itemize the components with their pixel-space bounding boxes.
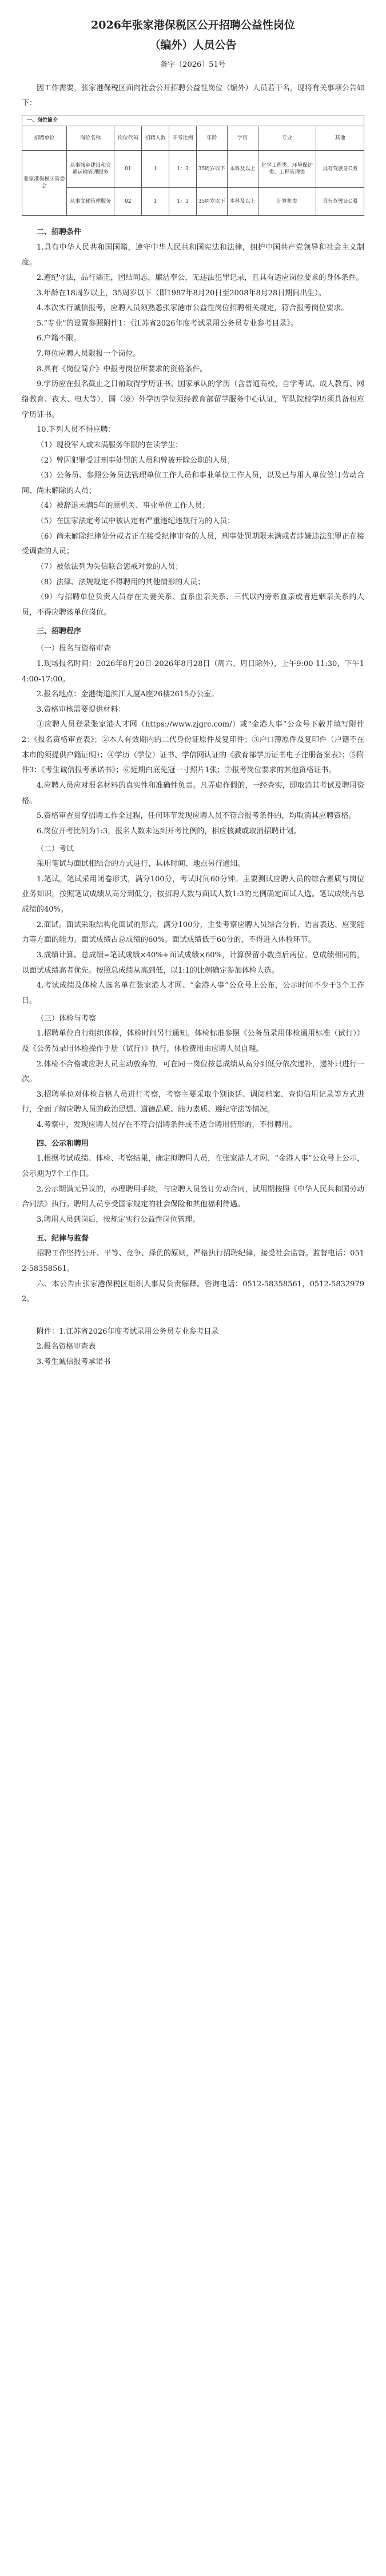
body-paragraph: 3.资格审核需要提供材料： [37,705,126,714]
section-heading: （一）报名与资格审查 [37,644,112,653]
table-cell-unit: 张家港保税区管委会 [22,150,67,215]
table-cell: 35周岁以下 [196,150,227,187]
body-paragraph: 4.本次实行诚信报考，应聘人员须熟悉张家港市公益性岗位招聘相关规定，符合报考岗位要求。 [37,304,349,313]
body-paragraph: （5）在国家法定考试中被认定有严重违纪违规行为的人员； [37,517,235,526]
body-paragraph: 10.下列人员不得应聘： [37,426,116,435]
table-cell: 35周岁以下 [196,187,227,215]
section-heading: （二）考试 [37,844,74,853]
table-cell: 具有驾驶证C照 [316,187,364,215]
body-paragraph: 3.聘用人员到岗后，按规定实行公益性岗位管理。 [37,1215,200,1224]
attachment-item: 3.考生诚信报考承诺书 [37,1358,111,1367]
table-cell: 1：3 [169,150,197,187]
announcement-title-line2: （编外）人员公告 [149,39,237,52]
body-paragraph: ①应聘人员登录张家港人才网（https://www.zjgrc.com/）或“金港人事”公众号下载并填写附件2：《报名资格审查表》；②本人有效期内的二代身份证原件及复印件；③户口簿原件及复印件（户籍不在本市的须提供户籍证明）；④学历（学位）证书、学信网认证的《教育部学历证书电子注册备案表》；⑤附件3：《考生诚信报考承诺书》；⑥近期白底免冠一寸照片1张；⑦报考岗位要求的其他资格证书。 [22,720,364,775]
body-paragraph: 六、本公告由张家港保税区组织人事局负责解释。咨询电话：0512-58358561，0512-58329792。 [22,1279,364,1304]
table-header: 岗位代码 [114,126,142,150]
section-heading: 二、招聘条件 [37,227,82,236]
body-paragraph: 2.面试。面试采取结构化面试的形式，满分100分，主要考察应聘人员综合分析、语言表达、应变能力等方面的能力。面试成绩占总成绩的60%。面试成绩低于60分的，不得进入体检环节。 [22,920,364,945]
table-cell: 本科及以上 [227,187,258,215]
section-heading: 三、招聘程序 [37,627,82,636]
table-cell: 从事文秘管理服务 [66,187,114,215]
body-paragraph: 3.成绩计算。总成绩=笔试成绩×40%+面试成绩×60%，计算保留小数点后两位。总成绩相同的，以面试成绩高者优先。按照总成绩从高到低，以1:1的比例确定参加体检人选。 [22,951,364,975]
body-paragraph: （3）公务员、参照公务员法管理单位工作人员和事业单位工作人员，以及已与用人单位签订劳动合同、尚未解除的人员； [22,471,364,495]
body-paragraph: 9.学历应在报名截止之日前取得学历证书。国家承认的学历（含普通高校、自学考试、成人教育、网络教育、夜大、电大等），国（境）外学历学位须经教育部留学服务中心认证，军队院校学历须具备相应学历证书。 [22,380,364,419]
table-cell: 1：3 [169,187,197,215]
table-cell: 1 [142,187,169,215]
announcement-body [22,225,364,1307]
table-cell: 02 [114,187,142,215]
body-paragraph: 1.招聘单位自行组织体检，体检时间另行通知。体检标准参照《公务员录用体检通用标准（试行）》及《公务员录用体检操作手册（试行）》执行，体检费用由应聘人员自理。 [22,1029,364,1053]
body-paragraph: 4.考察中，发现应聘人员存在不符合招聘条件或不适合聘用情形的，不得聘用。 [37,1121,297,1130]
body-paragraph: 2.报名地点：金港街道滨江大厦A座26楼2615办公室。 [37,690,219,699]
body-paragraph: （2）曾因犯罪受过刑事处罚的人员和曾被开除公职的人员； [37,456,235,465]
attachment-item: 2.报名资格审查表 [37,1342,96,1351]
intro-paragraph: 因工作需要，张家港保税区面向社会公开招聘公益性岗位（编外）人员若干名，现将有关事项公告如下： [22,83,364,108]
table-header: 其他 [316,126,364,150]
attachment-item: 附件：1.江苏省2026年度考试录用公务员专业参考目录 [37,1327,219,1336]
attachment-list [22,1325,364,1370]
body-paragraph: 采用笔试与面试相结合的方式进行，具体时间、地点另行通知。 [37,860,245,869]
table-cell: 化学工程类、环境保护类、工程管理类 [258,150,316,187]
table-cell: 具有驾驶证C照 [316,150,364,187]
table-cell: 计算机类 [258,187,316,215]
body-paragraph: 6.户籍不限。 [37,334,81,343]
table-header: 专业 [258,126,316,150]
table-row [22,187,364,215]
body-paragraph: 3.招聘单位对体检合格人员进行考察，考察主要采取个别谈话、调阅档案、查询信用记录等方式进行，全面了解应聘人员的政治思想、道德品质、能力素质、遵纪守法等情况。 [22,1090,364,1114]
table-header: 学历 [227,126,258,150]
body-paragraph: 3.年龄在18周岁以上，35周岁以下（即1987年8月20日至2008年8月28日期间出生）。 [37,288,326,298]
body-paragraph: 招聘工作坚持公开、平等、竞争、择优的原则，严格执行招聘纪律，接受社会监督。监督电话：0512-58358561。 [22,1249,364,1273]
table-section-title: 一、岗位简介 [22,115,364,126]
body-paragraph: （6）尚未解除纪律处分或者正在接受纪律审查的人员，刑事处罚期限未满或者涉嫌违法犯罪正在接受调查的人员； [22,532,364,556]
body-paragraph: 2.遵纪守法，品行端正，团结同志，廉洁奉公，无违法犯罪记录，且具有适应岗位要求的身体条件。 [37,273,364,282]
job-table [22,115,364,216]
body-paragraph: 1.现场报名时间：2026年8月20日-2026年8月28日（周六、周日除外），上午9:00-11:30，下午14:00-17:00。 [22,659,364,684]
body-paragraph: 1.笔试。笔试采用闭卷形式，满分100分，考试时间60分钟。主要测试应聘人员的综合素质与岗位业务知识，按照笔试成绩从高分到低分，按招聘人数与面试人数1:3的比例确定面试人选。笔试成绩占总成绩的40%。 [22,874,364,914]
body-paragraph: 4.应聘人员应对报名材料的真实性和准确性负责。凡弄虚作假的，一经查实，即取消其考试及聘用资格。 [22,781,364,805]
body-paragraph: （9）与招聘单位负责人员存在夫妻关系、直系血亲关系、三代以内旁系血亲或者近姻亲关系的人员，不得应聘该单位岗位。 [22,593,364,617]
table-header: 年龄 [196,126,227,150]
document-number: 备字〔2026〕51号 [160,60,226,69]
body-paragraph: 8.具有《岗位简介》中报考岗位所要求的资格条件。 [37,364,208,374]
table-header: 开考比例 [169,126,197,150]
section-heading: 四、公示和聘用 [37,1139,89,1148]
table-header: 招聘单位 [22,126,67,150]
body-paragraph: 7.每位应聘人员限报一个岗位。 [37,350,141,359]
table-cell: 01 [114,150,142,187]
table-cell: 1 [142,150,169,187]
body-paragraph: （7）被依法列为失信联合惩戒对象的人员； [37,563,183,572]
body-paragraph: 2.公示期满无异议的，办理聘用手续，与应聘人员签订劳动合同，试用期按照《中华人民共和国劳动合同法》执行。聘用人员享受国家规定的社会保险和其他福利待遇。 [22,1185,364,1209]
table-cell: 从事城乡建设和交通运输管理服务 [66,150,114,187]
body-paragraph: （1）现役军人或未满服务年限的在读学生； [37,440,183,450]
body-paragraph: （8）法律、法规规定不得聘用的其他情形的人员； [37,577,205,587]
body-paragraph: 5.资格审查贯穿招聘工作全过程，任何环节发现应聘人员不符合报考条件的，均取消其应聘资格。 [37,812,356,821]
table-header: 招聘人数 [142,126,169,150]
table-header: 岗位名称 [66,126,114,150]
body-paragraph: 5.“专业”的设置参照附件1：《江苏省2026年度考试录用公务员专业参考目录》。 [37,319,299,328]
table-row [22,150,364,187]
body-paragraph: 2.体检不合格或应聘人员主动放弃的，可在同一岗位按总成绩从高分到低分依次递补，递补只进行一次。 [22,1060,364,1084]
announcement-title-line1: 2026年张家港保税区公开招聘公益性岗位 [91,19,295,31]
body-paragraph: 1.根据考试成绩、体检、考察结果，确定拟聘用人员，在张家港人才网、“金港人事”公众号上公示，公示期为7个工作日。 [22,1154,364,1179]
body-paragraph: 1.具有中华人民共和国国籍，遵守中华人民共和国宪法和法律，拥护中国共产党领导和社会主义制度。 [22,243,364,267]
table-cell: 本科及以上 [227,150,258,187]
section-heading: （三）体检与考察 [37,1014,97,1023]
body-paragraph: 4.考试成绩及体检人选名单在张家港人才网、“金港人事”公众号上公布，公示时间不少于3个工作日。 [22,981,364,1005]
body-paragraph: （4）被辞退未满5年的原机关、事业单位工作人员； [37,501,210,511]
section-heading: 五、纪律与监督 [37,1234,89,1243]
body-paragraph: 6.岗位开考比例为1:3，报名人数未达到开考比例的，相应核减或取消招聘计划。 [37,826,301,836]
